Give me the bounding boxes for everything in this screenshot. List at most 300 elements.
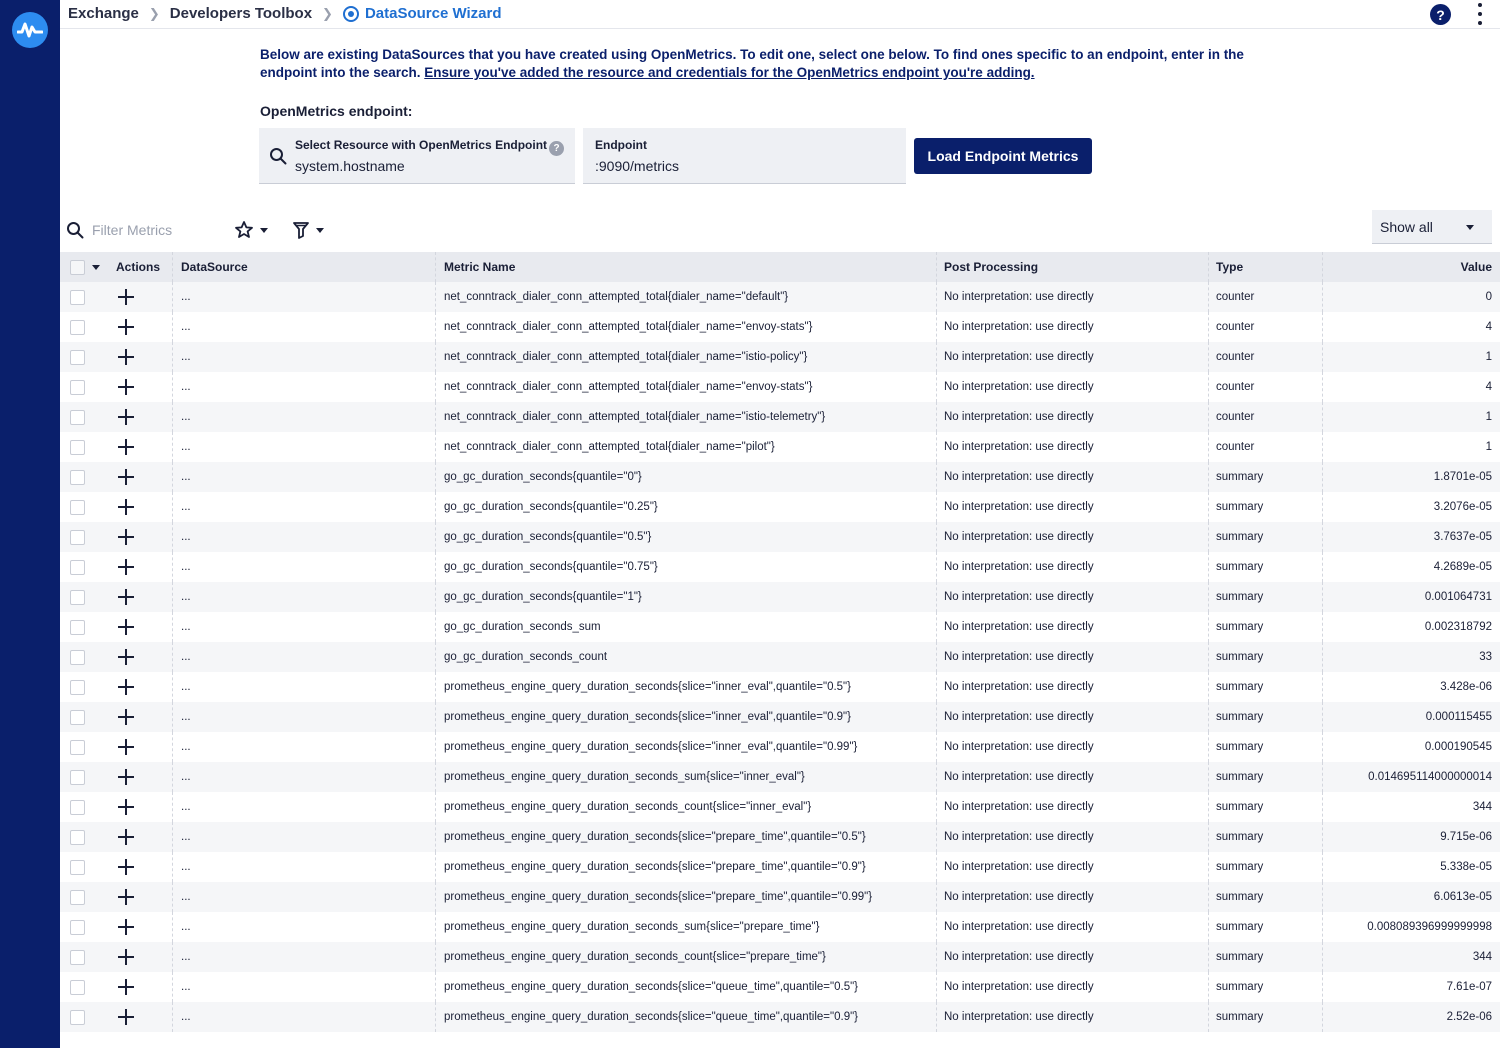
column-divider [172,522,173,552]
row-metric-name: prometheus_engine_query_duration_seconds_sum{slice="prepare_time"} [444,921,820,933]
row-post-processing[interactable]: No interpretation: use directly [944,441,1094,453]
table-row [60,582,1500,612]
table-row [60,642,1500,672]
row-metric-name: prometheus_engine_query_duration_seconds{slice="queue_time",quantile="0.5"} [444,981,859,993]
row-datasource: ... [181,801,191,813]
row-checkbox[interactable] [70,470,85,485]
row-checkbox[interactable] [70,290,85,305]
column-actions: Actions [116,260,161,274]
row-post-processing[interactable]: No interpretation: use directly [944,921,1094,933]
column-divider [1208,552,1209,582]
column-divider [936,522,937,552]
row-checkbox[interactable] [70,590,85,605]
app-logo-icon[interactable] [12,12,48,48]
row-actions-cell [116,492,172,522]
wizard-icon [343,6,359,22]
row-select-cell [70,792,90,822]
column-divider [172,462,173,492]
row-datasource: ... [181,981,191,993]
row-datasource: ... [181,501,191,513]
row-metric-name: net_conntrack_dialer_conn_attempted_total{dialer_name="envoy-stats"} [444,321,813,333]
row-post-processing[interactable]: No interpretation: use directly [944,381,1094,393]
show-all-value: Show all [1380,219,1433,235]
add-icon[interactable] [118,949,134,965]
column-divider [1208,312,1209,342]
row-datasource: ... [181,891,191,903]
endpoint-input[interactable] [583,128,906,184]
row-actions-cell [116,642,172,672]
row-datasource: ... [181,351,191,363]
row-post-processing[interactable]: No interpretation: use directly [944,531,1094,543]
row-select-cell [70,312,90,342]
column-divider [172,822,173,852]
intro-description: Below are existing DataSources that you have created using OpenMetrics. To edit one, select one below. To find ones specific to an endpoint, enter in the endpoint into the search. [260,47,1244,80]
row-checkbox[interactable] [70,800,85,815]
help-circle-icon[interactable]: ? [549,141,564,156]
add-icon[interactable] [118,589,134,605]
row-checkbox[interactable] [70,860,85,875]
row-post-processing[interactable]: No interpretation: use directly [944,411,1094,423]
row-select-cell [70,732,90,762]
row-value: 6.0613e-05 [1433,891,1492,903]
column-divider [936,942,937,972]
row-metric-name: go_gc_duration_seconds{quantile="0.25"} [444,501,658,513]
column-divider [1208,972,1209,1002]
column-divider [172,552,173,582]
table-row [60,432,1500,462]
row-post-processing[interactable]: No interpretation: use directly [944,321,1094,333]
column-divider [1208,672,1209,702]
column-divider [435,882,436,912]
row-type: counter [1216,411,1255,423]
row-checkbox[interactable] [70,920,85,935]
row-select-cell [70,342,90,372]
column-divider [435,522,436,552]
column-divider [172,312,173,342]
row-type: summary [1216,861,1264,873]
row-value: 0.014695114000000014 [1368,771,1492,783]
row-value: 0.002318792 [1424,621,1492,633]
row-actions-cell [116,792,172,822]
add-icon[interactable] [118,769,134,785]
row-post-processing[interactable]: No interpretation: use directly [944,561,1094,573]
row-post-processing[interactable]: No interpretation: use directly [944,351,1094,363]
column-divider [1208,342,1209,372]
show-all-select[interactable] [1372,210,1492,244]
table-row [60,792,1500,822]
row-type: summary [1216,501,1264,513]
row-actions-cell [116,852,172,882]
breadcrumb-current [343,5,502,22]
add-icon[interactable] [118,739,134,755]
table-row [60,942,1500,972]
add-icon[interactable] [118,529,134,545]
column-divider [936,822,937,852]
column-divider [1208,522,1209,552]
column-divider [172,252,173,282]
row-checkbox[interactable] [70,890,85,905]
row-datasource: ... [181,321,191,333]
add-icon[interactable] [118,709,134,725]
column-divider [936,552,937,582]
row-datasource: ... [181,681,191,693]
table-row [60,552,1500,582]
column-divider [1208,822,1209,852]
select-all-checkbox[interactable] [70,260,85,275]
row-select-cell [70,972,90,1002]
column-divider [435,792,436,822]
row-actions-cell [116,432,172,462]
row-checkbox[interactable] [70,560,85,575]
column-divider [1208,702,1209,732]
column-divider [936,702,937,732]
table-row [60,402,1500,432]
column-divider [435,252,436,282]
column-divider [172,732,173,762]
row-actions-cell [116,762,172,792]
table-row [60,882,1500,912]
row-datasource: ... [181,411,191,423]
row-post-processing[interactable]: No interpretation: use directly [944,861,1094,873]
column-divider [1208,282,1209,312]
endpoint-input-label: Endpoint [595,138,647,152]
column-divider [936,582,937,612]
chevron-right-icon: ❯ [148,5,160,21]
add-icon[interactable] [118,829,134,845]
row-value: 5.338e-05 [1440,861,1492,873]
row-metric-name: prometheus_engine_query_duration_seconds{slice="prepare_time",quantile="0.5"} [444,831,866,843]
row-post-processing[interactable]: No interpretation: use directly [944,711,1094,723]
column-divider [435,612,436,642]
row-type: summary [1216,741,1264,753]
column-divider [936,252,937,282]
column-divider [435,822,436,852]
more-options-icon[interactable] [1476,3,1484,25]
row-post-processing[interactable]: No interpretation: use directly [944,801,1094,813]
add-icon[interactable] [118,679,134,695]
row-checkbox[interactable] [70,830,85,845]
caret-down-icon [1466,225,1474,230]
column-divider [172,642,173,672]
row-type: summary [1216,951,1264,963]
row-select-cell [70,822,90,852]
row-actions-cell [116,672,172,702]
row-post-processing[interactable]: No interpretation: use directly [944,741,1094,753]
row-post-processing[interactable]: No interpretation: use directly [944,471,1094,483]
column-divider [435,342,436,372]
table-row [60,462,1500,492]
row-value: 4 [1485,381,1492,393]
add-icon[interactable] [118,409,134,425]
row-select-cell [70,942,90,972]
row-value: 2.52e-06 [1446,1011,1492,1023]
column-divider [172,372,173,402]
row-select-cell [70,612,90,642]
column-metric-name[interactable]: Metric Name [444,260,516,274]
column-divider [936,792,937,822]
row-datasource: ... [181,471,191,483]
row-datasource: ... [181,441,191,453]
row-select-cell [70,372,90,402]
row-checkbox[interactable] [70,500,85,515]
row-checkbox[interactable] [70,380,85,395]
row-checkbox[interactable] [70,440,85,455]
column-divider [1208,432,1209,462]
row-metric-name: prometheus_engine_query_duration_seconds_count{slice="inner_eval"} [444,801,812,813]
column-divider [1208,492,1209,522]
row-checkbox[interactable] [70,740,85,755]
row-actions-cell [116,612,172,642]
column-divider [172,882,173,912]
column-divider [172,942,173,972]
column-divider [435,642,436,672]
column-divider [936,972,937,1002]
table-row [60,312,1500,342]
add-icon[interactable] [118,379,134,395]
add-icon[interactable] [118,289,134,305]
add-icon[interactable] [118,619,134,635]
add-icon[interactable] [118,499,134,515]
column-divider [435,762,436,792]
breadcrumb-current-label: DataSource Wizard [364,5,502,22]
column-divider [1208,942,1209,972]
row-select-cell [70,672,90,702]
column-divider [435,402,436,432]
column-divider [936,642,937,672]
column-divider [435,492,436,522]
row-type: summary [1216,651,1264,663]
column-divider [936,732,937,762]
row-value: 3.7637e-05 [1433,531,1492,543]
row-type: summary [1216,471,1264,483]
breadcrumb [68,5,502,22]
add-icon[interactable] [118,469,134,485]
row-value: 0.008089396999999998 [1367,921,1492,933]
filter-metrics-input[interactable] [92,220,232,240]
row-post-processing[interactable]: No interpretation: use directly [944,981,1094,993]
row-metric-name: prometheus_engine_query_duration_seconds{slice="inner_eval",quantile="0.99"} [444,741,858,753]
app-rail [0,0,60,1048]
row-datasource: ... [181,831,191,843]
add-icon[interactable] [118,349,134,365]
breadcrumb-exchange[interactable]: Exchange [68,5,139,22]
row-type: counter [1216,441,1255,453]
row-type: summary [1216,801,1264,813]
load-endpoint-metrics-button[interactable]: Load Endpoint Metrics [914,138,1092,174]
row-type: summary [1216,981,1264,993]
table-row [60,522,1500,552]
row-datasource: ... [181,561,191,573]
row-checkbox[interactable] [70,620,85,635]
column-divider [435,972,436,1002]
row-metric-name: net_conntrack_dialer_conn_attempted_total{dialer_name="default"} [444,291,789,303]
column-divider [1208,882,1209,912]
row-type: summary [1216,921,1264,933]
row-post-processing[interactable]: No interpretation: use directly [944,501,1094,513]
row-metric-name: prometheus_engine_query_duration_seconds{slice="queue_time",quantile="0.9"} [444,1011,859,1023]
intro-resource-link[interactable]: Ensure you've added the resource and credentials for the OpenMetrics endpoint you're adding. [424,65,1035,80]
add-icon[interactable] [118,889,134,905]
row-value: 33 [1479,651,1492,663]
row-actions-cell [116,882,172,912]
column-divider [1208,612,1209,642]
column-divider [1208,762,1209,792]
column-divider [435,1002,436,1032]
row-type: summary [1216,531,1264,543]
column-divider [172,402,173,432]
resource-select-label-text: Select Resource with OpenMetrics Endpoint [295,138,548,152]
add-icon[interactable] [118,859,134,875]
row-post-processing[interactable]: No interpretation: use directly [944,621,1094,633]
column-divider [172,672,173,702]
column-divider [936,912,937,942]
row-checkbox[interactable] [70,770,85,785]
column-divider [172,912,173,942]
column-divider [172,582,173,612]
row-metric-name: prometheus_engine_query_duration_seconds{slice="prepare_time",quantile="0.99"} [444,891,873,903]
table-row [60,492,1500,522]
row-datasource: ... [181,651,191,663]
row-actions-cell [116,552,172,582]
row-value: 4 [1485,321,1492,333]
row-post-processing[interactable]: No interpretation: use directly [944,291,1094,303]
resource-select-value: system.hostname [295,158,405,174]
column-divider [172,792,173,822]
add-icon[interactable] [118,559,134,575]
column-divider [936,672,937,702]
breadcrumb-developers-toolbox[interactable]: Developers Toolbox [169,5,313,22]
row-actions-cell [116,972,172,1002]
row-post-processing[interactable]: No interpretation: use directly [944,651,1094,663]
row-checkbox[interactable] [70,680,85,695]
row-checkbox[interactable] [70,980,85,995]
add-icon[interactable] [118,919,134,935]
row-actions-cell [116,462,172,492]
table-row [60,342,1500,372]
column-divider [1208,462,1209,492]
row-checkbox[interactable] [70,950,85,965]
row-metric-name: prometheus_engine_query_duration_seconds{slice="inner_eval",quantile="0.5"} [444,681,851,693]
row-post-processing[interactable]: No interpretation: use directly [944,771,1094,783]
column-divider [936,762,937,792]
row-metric-name: prometheus_engine_query_duration_seconds_sum{slice="inner_eval"} [444,771,805,783]
column-divider [1208,372,1209,402]
column-divider [435,672,436,702]
help-icon[interactable]: ? [1430,4,1451,25]
row-value: 9.715e-06 [1440,831,1492,843]
row-value: 3.2076e-05 [1433,501,1492,513]
row-select-cell [70,492,90,522]
column-divider [936,1002,937,1032]
column-post-processing[interactable]: Post Processing [944,260,1039,274]
row-metric-name: prometheus_engine_query_duration_seconds{slice="inner_eval",quantile="0.9"} [444,711,851,723]
table-header [60,252,1500,282]
add-icon[interactable] [118,319,134,335]
row-post-processing[interactable]: No interpretation: use directly [944,951,1094,963]
row-datasource: ... [181,741,191,753]
column-type[interactable]: Type [1216,260,1244,274]
add-icon[interactable] [118,979,134,995]
column-divider [435,282,436,312]
row-post-processing[interactable]: No interpretation: use directly [944,891,1094,903]
row-type: counter [1216,381,1255,393]
filter-dropdown[interactable] [292,220,324,240]
column-divider [172,702,173,732]
row-datasource: ... [181,621,191,633]
table-row [60,672,1500,702]
select-all-cell [70,252,90,282]
column-divider [435,852,436,882]
row-post-processing[interactable]: No interpretation: use directly [944,591,1094,603]
table-row [60,282,1500,312]
column-divider [435,372,436,402]
star-icon [234,220,254,240]
column-datasource[interactable]: DataSource [181,260,248,274]
row-checkbox[interactable] [70,410,85,425]
row-type: summary [1216,591,1264,603]
column-divider [936,312,937,342]
row-value: 0 [1485,291,1492,303]
column-value[interactable]: Value [1460,260,1492,274]
row-post-processing[interactable]: No interpretation: use directly [944,1011,1094,1023]
row-datasource: ... [181,711,191,723]
add-icon[interactable] [118,1009,134,1025]
chevron-right-icon: ❯ [322,5,333,21]
column-divider [172,852,173,882]
column-divider [936,282,937,312]
table-row [60,852,1500,882]
row-select-cell [70,582,90,612]
favorites-dropdown[interactable] [234,220,268,240]
row-checkbox[interactable] [70,320,85,335]
column-divider [1208,852,1209,882]
row-checkbox[interactable] [70,710,85,725]
caret-down-icon [316,228,324,233]
column-divider [435,582,436,612]
row-type: summary [1216,681,1264,693]
column-divider [936,492,937,522]
filter-bar [60,208,1500,252]
column-divider [1208,1002,1209,1032]
bulk-actions-cell [92,252,104,282]
caret-down-icon [260,228,268,233]
row-post-processing[interactable]: No interpretation: use directly [944,681,1094,693]
row-checkbox[interactable] [70,350,85,365]
row-value: 7.61e-07 [1446,981,1492,993]
add-icon[interactable] [118,649,134,665]
row-value: 4.2689e-05 [1433,561,1492,573]
row-metric-name: go_gc_duration_seconds_sum [444,621,601,633]
row-type: summary [1216,831,1264,843]
caret-down-icon[interactable] [92,265,100,270]
row-checkbox[interactable] [70,650,85,665]
column-divider [936,432,937,462]
add-icon[interactable] [118,799,134,815]
column-divider [172,432,173,462]
metrics-table [60,252,1500,1032]
column-divider [1208,582,1209,612]
resource-select[interactable] [259,128,575,184]
row-checkbox[interactable] [70,1010,85,1025]
row-select-cell [70,522,90,552]
column-divider [936,882,937,912]
table-row [60,702,1500,732]
row-datasource: ... [181,591,191,603]
table-row [60,822,1500,852]
row-post-processing[interactable]: No interpretation: use directly [944,831,1094,843]
row-checkbox[interactable] [70,530,85,545]
add-icon[interactable] [118,439,134,455]
